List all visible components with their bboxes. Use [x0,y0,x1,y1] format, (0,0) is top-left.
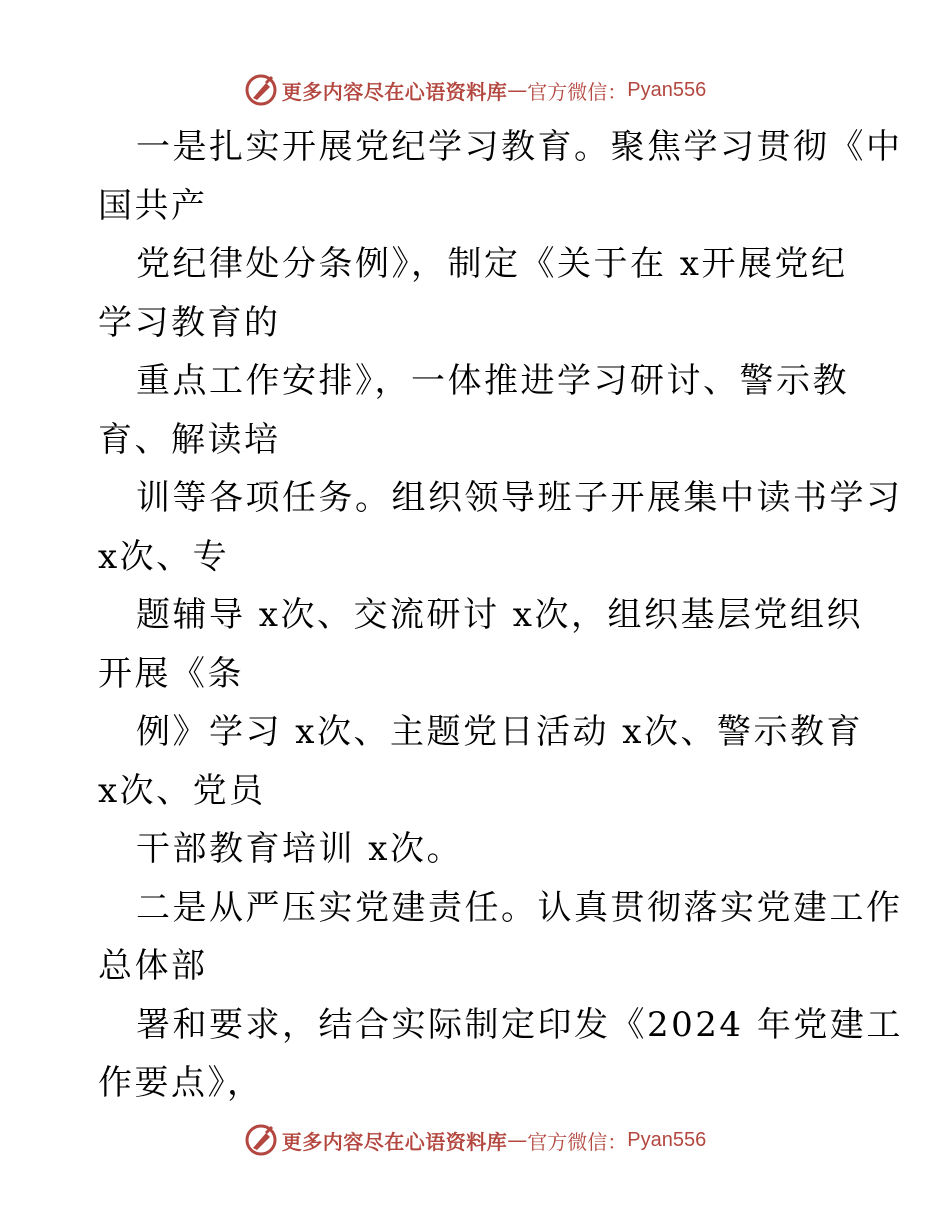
text-line: 总体部 [98,946,208,986]
text-line: 二是从严压实党建责任。认真贯彻落实党建工作 [136,887,903,928]
header-watermark [0,70,950,110]
pen-circle-logo-icon [244,1123,278,1157]
text-line: 国共产 [98,185,208,226]
watermark-wechat-label: 官方微信： [527,1129,628,1154]
watermark-dash: — [507,78,528,102]
text-line: x次、党员 [98,770,266,811]
text-line: 训等各项任务。组织领导班子开展集中读书学习 [136,478,903,518]
pen-circle-logo-icon [244,73,278,107]
text-line: 作要点》， [98,1063,264,1103]
text-line: 干部教育培训 x次。 [136,829,463,869]
watermark-dash: — [507,1128,528,1152]
text-line: 重点工作安排》，一体推进学习研讨、警示教 [136,361,849,401]
text-line: 学习教育的 [98,302,281,343]
footer-watermark [0,1120,950,1160]
text-line: 开展《条 [98,653,244,694]
text-line: 题辅导 x次、交流研讨 x次，组织基层党组织 [136,595,863,635]
watermark-wechat-id: Pyan556 [627,1128,707,1151]
text-line: 例》学习 x次、主题党日活动 x次、警示教育 [136,712,863,752]
text-line: 一是扎实开展党纪学习教育。聚焦学习贯彻《中 [136,127,903,167]
text-line: x次、专 [98,536,230,577]
watermark-wechat-id: Pyan556 [627,78,707,101]
watermark-wechat-label: 官方微信： [527,79,628,104]
text-line: 署和要求，结合实际制定印发《2024 年党建工 [136,1004,903,1045]
text-line: 育、解读培 [98,419,281,460]
watermark-site-text: 更多内容尽在心语资料库 [281,1129,508,1154]
watermark-site-text: 更多内容尽在心语资料库 [281,79,508,104]
document-body [98,118,903,1113]
text-line: 党纪律处分条例》，制定《关于在 x开展党纪 [136,244,848,284]
